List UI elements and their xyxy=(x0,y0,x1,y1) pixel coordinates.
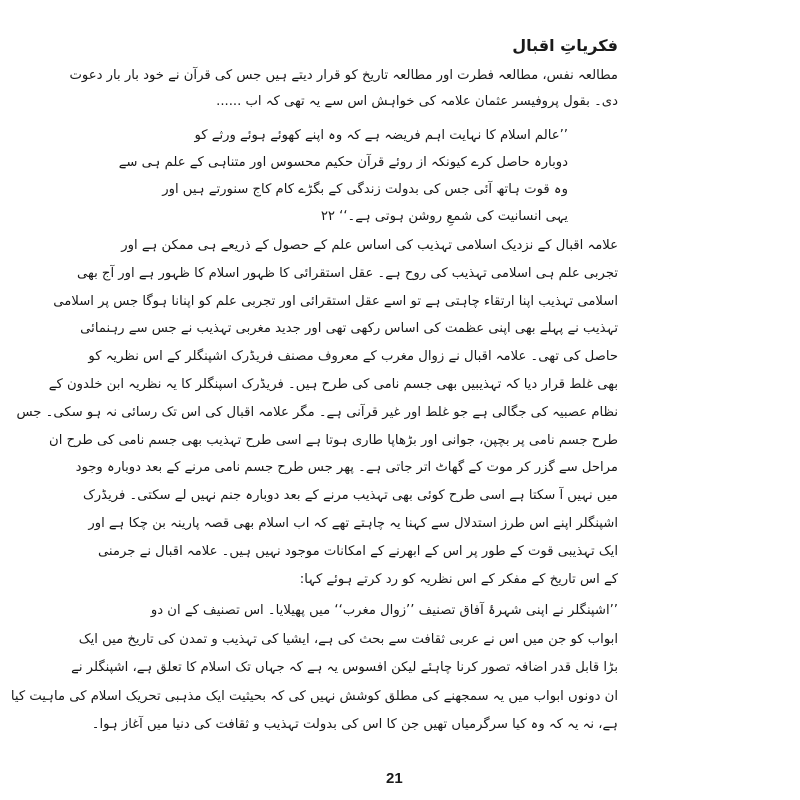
para2-line: ہے، نہ یہ کہ وہ کیا سرگرمیاں تھیں جن کا اس کی بدولت تہذیب و ثقافت کی دنیا میں آغاز ہوا۔ xyxy=(91,717,618,732)
quote-line: ’’عالم اسلام کا نہایت اہم فریضہ ہے کہ وہ اپنے کھوئے ہوئے ورثے کو xyxy=(194,128,568,143)
para1-line: میں نہیں آ سکتا ہے اسی طرح کوئی بھی تہذیب مرنے کے بعد دوبارہ جنم نہیں لے سکتی۔ فریڈرک xyxy=(83,488,618,504)
intro-line: مطالعہ نفس، مطالعہ فطرت اور مطالعہ تاریخ کو قرار دیتے ہیں جس کی قرآن نے خود بار بار دعوت xyxy=(69,68,618,83)
para1-line: حاصل کی تھی۔ علامہ اقبال نے زوال مغرب کے معروف مصنف فریڈرک اشپنگلر کے اس نظریہ کو xyxy=(88,349,618,365)
para2-line: ان دونوں ابواب میں یہ سمجھنے کی مطلق کوشش نہیں کی کہ بحیثیت ایک مذہبی تحریک اسلام کی ماہیت کیا xyxy=(10,688,618,704)
para2-line: بڑا قابل قدر اضافہ تصور کرنا چاہئے لیکن افسوس یہ ہے کہ جہاں تک اسلام کا تعلق ہے، اشپنگلر نے xyxy=(71,660,618,675)
para1-line: علامہ اقبال کے نزدیک اسلامی تہذیب کی اساس علم کے حصول کے ذریعے ہی ممکن ہے اور xyxy=(121,238,618,253)
para1-line: اشپنگلر اپنے اس طرز استدلال سے کہنا یہ چاہتے تھے کہ اب اسلام بھی قصہ پارینہ بن چکا ہے اور xyxy=(88,516,618,531)
page-number: 21 xyxy=(386,770,403,787)
quote-line: دوبارہ حاصل کرے کیونکہ از روئے قرآن حکیم محسوس اور متناہی کے علم ہی سے xyxy=(118,155,568,170)
running-head: فکریاتِ اقبال xyxy=(512,36,618,55)
quote-line: وہ قوت ہاتھ آئی جس کی بدولت زندگی کے بگڑے کام کاج سنورتے ہیں اور xyxy=(162,182,568,197)
para1-line: تجربی علم ہی اسلامی تہذیب کی روح ہے۔ عقل استقرائی کا ظہور اسلام کا ظہور ہے اور آج بھی xyxy=(77,265,618,281)
para1-line: طرح جسم نامی پر بچپن، جوانی اور بڑھاپا طاری ہوتا ہے اسی طرح تہذیب بھی جسم نامی کی طرح ان xyxy=(49,432,618,448)
para1-line: تہذیب نے پہلے بھی اپنی عظمت کی اساس رکھی تھی اور جدید مغربی تہذیب نے جس سے رہنمائی xyxy=(80,321,618,337)
para2-line: ابواب کو جن میں اس نے عربی ثقافت سے بحث کی ہے، ایشیا کی تہذیب و تمدن کی تاریخ میں ایک xyxy=(78,631,618,647)
para1-line: ایک تہذیبی قوت کے طور پر اس کے ابھرنے کے امکانات موجود نہیں ہیں۔ علامہ اقبال نے جرمنی xyxy=(97,543,618,559)
para1-line: نظام عصبیہ کی جگالی ہے جو غلط اور غیر قرآنی ہے۔ مگر علامہ اقبال کی اس تک رسائی نہ ہو سکی۔ جس xyxy=(16,404,618,420)
para1-line: مراحل سے گزر کر موت کے گھاٹ اتر جاتی ہے۔ پھر جس طرح جسم نامی مرنے کے بعد دوبارہ وجود xyxy=(75,460,618,476)
para1-line: اسلامی تہذیب اپنا ارتقاء چاہتی ہے تو اسے عقل استقرائی اور تجربی علم کو اپنانا ہوگا جس پر اسلامی xyxy=(53,293,618,309)
quote-line: یہی انسانیت کی شمعِ روشن ہوتی ہے۔‘‘ ۲۲ xyxy=(320,209,568,224)
para1-line: بھی غلط قرار دیا کہ تہذیبیں بھی جسم نامی کی طرح ہیں۔ فریڈرک اسپنگلر کا یہ نظریہ ابن خلدون کے xyxy=(48,377,618,392)
intro-line: دی۔ بقول پروفیسر عثمان علامہ کی خواہش اس سے یہ تھی کہ اب ...... xyxy=(216,94,618,109)
para1-line: کے اس تاریخ کے مفکر کے اس نظریہ کو رد کرتے ہوئے کہا: xyxy=(299,571,618,587)
para2-line: ’’اشپنگلر نے اپنی شہرۂ آفاق تصنیف ’’زوال مغرب‘‘ میں پھیلایا۔ اس تصنیف کے ان دو xyxy=(150,603,618,618)
